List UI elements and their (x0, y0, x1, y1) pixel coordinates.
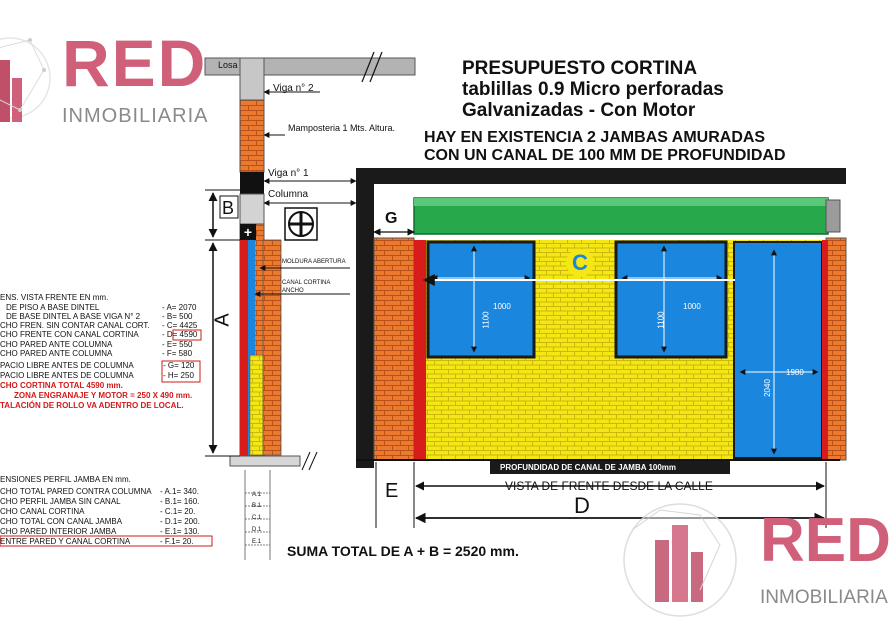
wall-behind (263, 240, 281, 455)
dim-letter-b: B (222, 198, 235, 218)
spec-value: - G= 120 (163, 361, 195, 370)
logo-sub: INMOBILIARIA (62, 105, 209, 127)
watermark-brand: RED (760, 506, 891, 575)
masonry-wall (240, 100, 264, 172)
jamba-row: ENTRE PARED Y CANAL CORTINA (0, 537, 131, 546)
jamba-value: - D.1= 200. (160, 517, 200, 526)
logo-brand: RED (62, 26, 208, 100)
dim-letter-d: D (574, 493, 590, 518)
motor-gear (826, 200, 840, 232)
door-height: 2040 (762, 379, 772, 397)
jamba-row: CHO PERFIL JAMBA SIN CANAL (0, 497, 121, 506)
spec-row: PACIO LIBRE ANTES DE COLUMNA (0, 361, 134, 370)
beam-1 (240, 172, 264, 194)
jamba-row: CHO CANAL CORTINA (0, 507, 85, 516)
jamba-value: - E.1= 130. (160, 527, 200, 536)
jamba-tag-b1: B.1 (252, 503, 262, 509)
door-width: 1980 (786, 368, 804, 377)
motor-icon (285, 208, 317, 240)
spec-value: - D= 4590 (162, 330, 198, 339)
jamba-value: - F.1= 20. (160, 537, 194, 546)
red-channel (240, 240, 248, 456)
spec-value: - A= 2070 (162, 303, 197, 312)
spec-row-highlight: ZONA ENGRANAJE Y MOTOR = 250 X 490 mm. (14, 391, 193, 400)
label-columna: Columna (268, 189, 309, 200)
title-line-1: PRESUPUESTO CORTINA (462, 58, 698, 79)
spec-row: DE PISO A BASE DINTEL (6, 303, 100, 312)
spec-row-highlight: TALACIÓN DE ROLLO VA ADENTRO DE LOCAL. (0, 401, 184, 410)
label-mamposteria: Mamposteria 1 Mts. Altura. (288, 123, 396, 133)
dim-letter-e: E (385, 480, 399, 502)
jamba-tag-e1: E.1 (252, 539, 262, 545)
window-1-width: 1000 (493, 302, 511, 311)
jamba-row: CHO TOTAL PARED CONTRA COLUMNA (0, 487, 152, 496)
jamba-tag-c1: C.1 (252, 515, 262, 521)
spec-row: CHO PARED ANTE COLUMNA (0, 349, 113, 358)
floor (230, 456, 300, 466)
spec-row: DE BASE DINTEL A BASE VIGA N° 2 (6, 312, 141, 321)
watermark-sub: INMOBILIARIA (760, 587, 888, 608)
jamba-row: ENSIONES PERFIL JAMBA EN mm. (0, 475, 131, 484)
svg-text:+: + (243, 224, 253, 240)
canal-banner: PROFUNDIDAD DE CANAL DE JAMBA 100mm (500, 463, 677, 472)
jamba-tag-d1: D.1 (252, 527, 262, 533)
jamba-value: - B.1= 160. (160, 497, 200, 506)
left-brick-column (374, 238, 414, 460)
front-view (356, 168, 846, 528)
spec-row: ENS. VISTA FRENTE EN mm. (0, 293, 109, 302)
spec-value: - E= 550 (162, 340, 193, 349)
column (240, 194, 264, 224)
jamba-value: - A.1= 340. (160, 487, 199, 496)
dim-letter-g: G (385, 210, 398, 227)
label-canal-1: CANAL CORTINA (282, 280, 331, 286)
logo (0, 38, 50, 122)
spec-value: - H= 250 (163, 371, 194, 380)
label-losa: Losa (218, 60, 238, 70)
spec-value: - F= 580 (162, 349, 193, 358)
spec-row: CHO PARED ANTE COLUMNA (0, 340, 113, 349)
spec-value: - B= 500 (162, 312, 193, 321)
window-2-width: 1000 (683, 302, 701, 311)
view-label: VISTA DE FRENTE DESDE LA CALLE (505, 479, 713, 493)
notice-line-2: CON UN CANAL DE 100 MM DE PROFUNDIDAD (424, 147, 786, 164)
jamba-row: CHO TOTAL CON CANAL JAMBA (0, 517, 123, 526)
dim-letter-c: C (572, 250, 588, 275)
dim-letter-a: A (211, 313, 234, 327)
building-network-icon (0, 38, 50, 122)
title-line-2: tablillas 0.9 Micro perforadas (462, 79, 724, 100)
jamba-value: - C.1= 20. (160, 507, 196, 516)
red-channel-front (414, 240, 426, 460)
spec-row: CHO FRENTE CON CANAL CORTINA (0, 330, 139, 339)
label-moldura: MOLDURA ABERTURA (282, 259, 346, 265)
notice-line-1: HAY EN EXISTENCIA 2 JAMBAS AMURADAS (424, 129, 766, 146)
window-1 (428, 242, 534, 357)
label-canal-2: ANCHO (282, 288, 304, 294)
window-2 (616, 242, 726, 357)
spec-row: CHO FREN. SIN CONTAR CANAL CORT. (0, 321, 150, 330)
jamba-row: CHO PARED INTERIOR JAMBA (0, 527, 117, 536)
window-1-height: 1100 (481, 311, 491, 329)
title-line-3: Galvanizadas - Con Motor (462, 100, 696, 121)
label-viga2: Viga n° 2 (273, 83, 314, 94)
jamba-tag-a1: A.1 (252, 492, 262, 498)
sum-total: SUMA TOTAL DE A + B = 2520 mm. (287, 543, 519, 559)
spec-value: - C= 4425 (162, 321, 198, 330)
door (734, 242, 822, 458)
spec-row-highlight: CHO CORTINA TOTAL 4590 mm. (0, 381, 123, 390)
spec-row: PACIO LIBRE ANTES DE COLUMNA (0, 371, 134, 380)
label-viga1: Viga n° 1 (268, 168, 309, 179)
watermark-logo (624, 504, 736, 616)
window-2-height: 1100 (656, 311, 666, 329)
